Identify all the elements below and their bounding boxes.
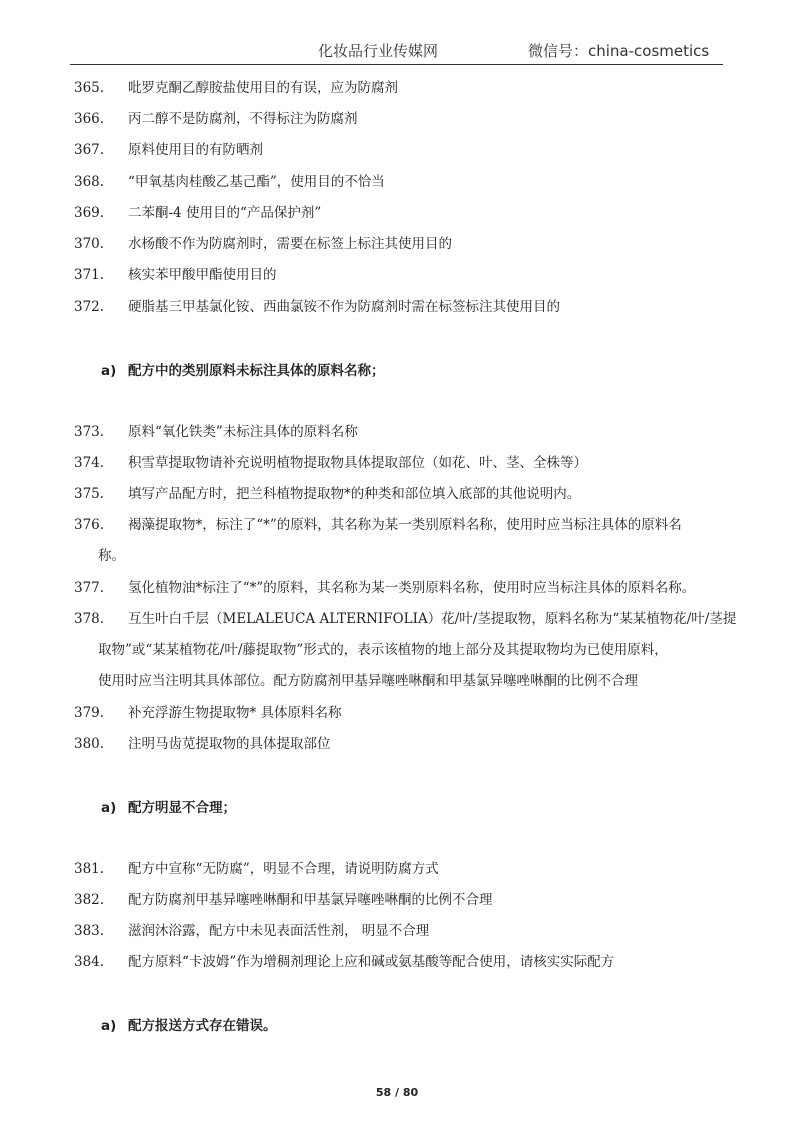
item-text: 二苯酮-4 使用目的“产品保护剂”	[128, 205, 322, 221]
item-text: 丙二醇不是防腐剂，不得标注为防腐剂	[128, 111, 358, 127]
item-number: 379.	[74, 705, 105, 721]
item-number: 370.	[74, 236, 105, 252]
item-number: 365.	[74, 80, 105, 96]
item-text: 硬脂基三甲基氯化铵、西曲氯铵不作为防腐剂时需在标签标注其使用目的	[128, 299, 560, 315]
list-item	[74, 260, 277, 291]
heading-marker: a)	[101, 363, 117, 379]
item-number: 383.	[74, 923, 105, 939]
item-text: 注明马齿苋提取物的具体提取部位	[128, 736, 331, 752]
list-item	[74, 73, 398, 104]
item-number: 378.	[74, 611, 105, 627]
list-item	[74, 573, 695, 604]
list-item	[74, 135, 263, 166]
item-text: 褐藻提取物*，标注了“*”的原料，其名称为某一类别原料名称，使用时应当标注具体的原料名	[128, 517, 682, 533]
item-text: 互生叶白千层（MELALEUCA ALTERNIFOLIA）花/叶/茎提取物，原料名称为“某某植物花/叶/茎提	[128, 611, 737, 627]
list-item	[74, 198, 321, 229]
item-text: 原料“氧化铁类”未标注具体的原料名称	[128, 424, 358, 440]
list-item	[74, 604, 736, 635]
item-number: 367.	[74, 142, 105, 158]
list-item	[74, 729, 331, 760]
item-number: 368.	[74, 174, 105, 190]
heading-text: 配方明显不合理；	[128, 800, 236, 816]
item-number: 373.	[74, 424, 105, 440]
item-text: 原料使用目的有防晒剂	[128, 142, 263, 158]
item-text: 积雪草提取物请补充说明植物提取物具体提取部位（如花、叶、茎、全株等）	[128, 455, 587, 471]
list-item	[74, 229, 452, 260]
item-number: 369.	[74, 205, 105, 221]
list-item	[74, 510, 682, 541]
wechat-id: 微信号：china-cosmetics	[528, 42, 710, 60]
list-item	[74, 947, 614, 978]
heading-marker: a)	[101, 800, 117, 816]
page-header	[70, 40, 723, 65]
item-number: 384.	[74, 954, 105, 970]
list-item	[74, 854, 439, 885]
section-heading	[101, 798, 236, 818]
item-number: 380.	[74, 736, 105, 752]
item-text: 核实苯甲酸甲酯使用目的	[128, 267, 277, 283]
list-item	[74, 292, 560, 323]
item-text: 滋润沐浴露，配方中未见表面活性剂， 明显不合理	[128, 923, 430, 939]
list-item	[74, 448, 587, 479]
list-item	[74, 885, 493, 916]
list-item	[74, 916, 429, 947]
item-number: 371.	[74, 267, 105, 283]
section-heading	[101, 361, 385, 381]
heading-text: 配方报送方式存在错误。	[128, 1018, 277, 1034]
list-item	[74, 104, 358, 135]
item-text: 吡罗克酮乙醇胺盐使用目的有误，应为防腐剂	[128, 80, 398, 96]
item-continuation: 称。	[98, 548, 125, 564]
item-number: 381.	[74, 861, 105, 877]
item-text: 水杨酸不作为防腐剂时，需要在标签上标注其使用目的	[128, 236, 452, 252]
item-text: 配方中宣称“无防腐”，明显不合理，请说明防腐方式	[128, 861, 439, 877]
item-number: 374.	[74, 455, 105, 471]
page-number: 58 / 80	[375, 1086, 419, 1099]
heading-text: 配方中的类别原料未标注具体的原料名称；	[128, 363, 385, 379]
item-text: 填写产品配方时，把兰科植物提取物*的种类和部位填入底部的其他说明内。	[128, 486, 581, 502]
list-item	[74, 698, 342, 729]
site-name: 化妆品行业传媒网	[318, 42, 439, 60]
item-text: 补充浮游生物提取物* 具体原料名称	[128, 705, 342, 721]
heading-marker: a)	[101, 1018, 117, 1034]
item-text: 氢化植物油*标注了“*”的原料，其名称为某一类别原料名称，使用时应当标注具体的原料名称。	[128, 580, 696, 596]
item-number: 375.	[74, 486, 105, 502]
item-number: 382.	[74, 892, 105, 908]
list-item	[74, 167, 385, 198]
item-text: 配方防腐剂甲基异噻唑啉酮和甲基氯异噻唑啉酮的比例不合理	[128, 892, 493, 908]
list-item	[74, 417, 358, 448]
item-text: “甲氧基肉桂酸乙基己酯”，使用目的不恰当	[128, 174, 385, 190]
list-item	[74, 479, 580, 510]
item-number: 366.	[74, 111, 105, 127]
item-continuation: 使用时应当注明其具体部位。配方防腐剂甲基异噻唑啉酮和甲基氯异噻唑啉酮的比例不合理	[98, 673, 638, 689]
item-continuation: 取物”或“某某植物花/叶/藤提取物”形式的，表示该植物的地上部分及其提取物均为已使用原料，	[98, 642, 668, 658]
item-number: 376.	[74, 517, 105, 533]
item-text: 配方原料“卡波姆”作为增稠剂理论上应和碱或氨基酸等配合使用，请核实实际配方	[128, 954, 615, 970]
section-heading	[101, 1016, 277, 1036]
item-number: 377.	[74, 580, 105, 596]
item-number: 372.	[74, 299, 105, 315]
